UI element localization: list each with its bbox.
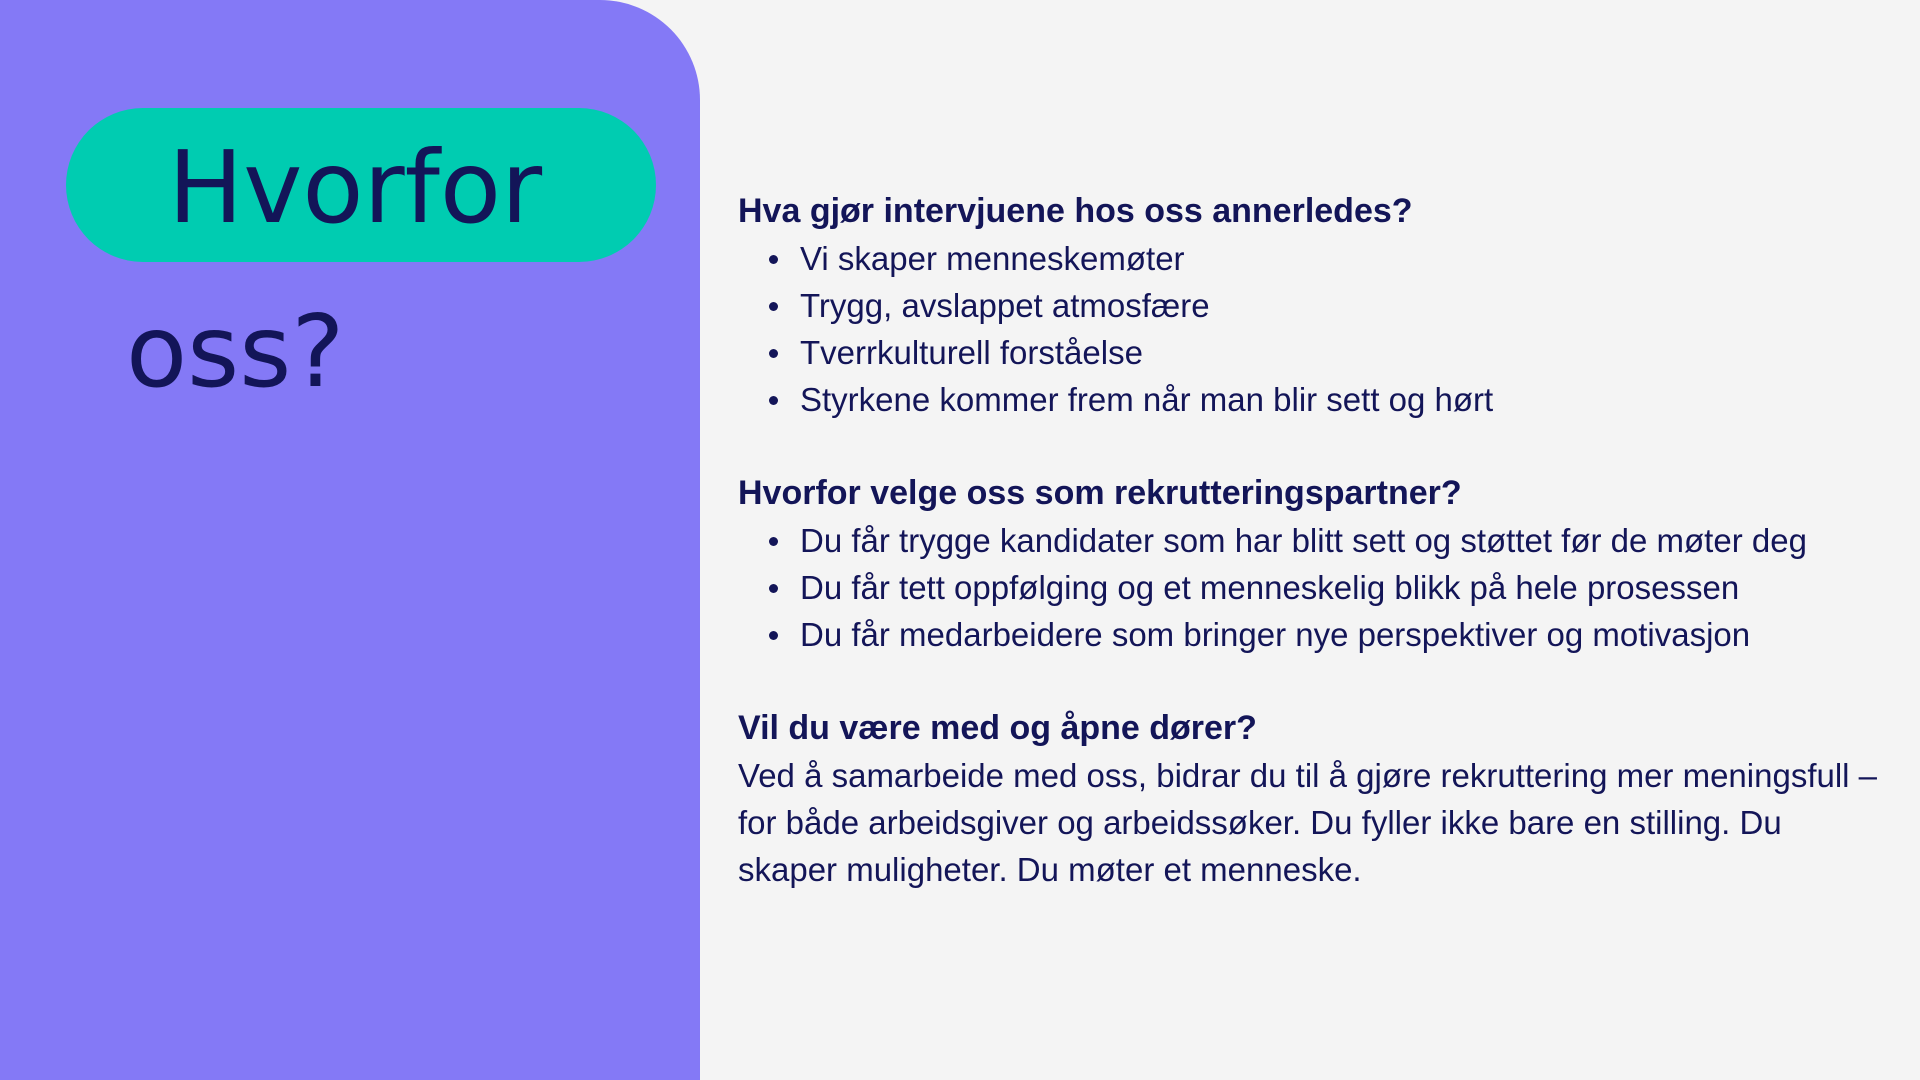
paragraph: Ved å samarbeide med oss, bidrar du til å gjøre rekruttering mer meningsfull – for både arbeidsgiver og arbeidssøker. Du fyller ikke bare en stilling. Du skaper muligheter. Du møter et menneske.	[738, 757, 1878, 888]
list-item: Trygg, avslappet atmosfære	[738, 282, 1888, 329]
bullet-list	[738, 235, 1888, 423]
list-item: Styrkene kommer frem når man blir sett og hørt	[738, 376, 1888, 423]
section-heading: Vil du være med og åpne dører?	[738, 709, 1257, 747]
section-partner	[738, 470, 1888, 658]
section-interviews	[738, 188, 1888, 423]
bullet-list	[738, 517, 1888, 658]
title-line-2: oss?	[126, 293, 345, 410]
content-area	[738, 188, 1888, 940]
list-item: Tverrkulturell forståelse	[738, 329, 1888, 376]
section-heading: Hvorfor velge oss som rekrutteringspartner?	[738, 474, 1462, 512]
title-line-1: Hvorfor	[168, 129, 543, 246]
list-item: Du får medarbeidere som bringer nye perspektiver og motivasjon	[738, 611, 1888, 658]
list-item: Du får tett oppfølging og et menneskelig blikk på hele prosessen	[738, 564, 1888, 611]
list-item: Vi skaper menneskemøter	[738, 235, 1888, 282]
section-heading: Hva gjør intervjuene hos oss annerledes?	[738, 192, 1413, 230]
list-item: Du får trygge kandidater som har blitt sett og støttet før de møter deg	[738, 517, 1888, 564]
section-call-to-action	[738, 705, 1888, 893]
